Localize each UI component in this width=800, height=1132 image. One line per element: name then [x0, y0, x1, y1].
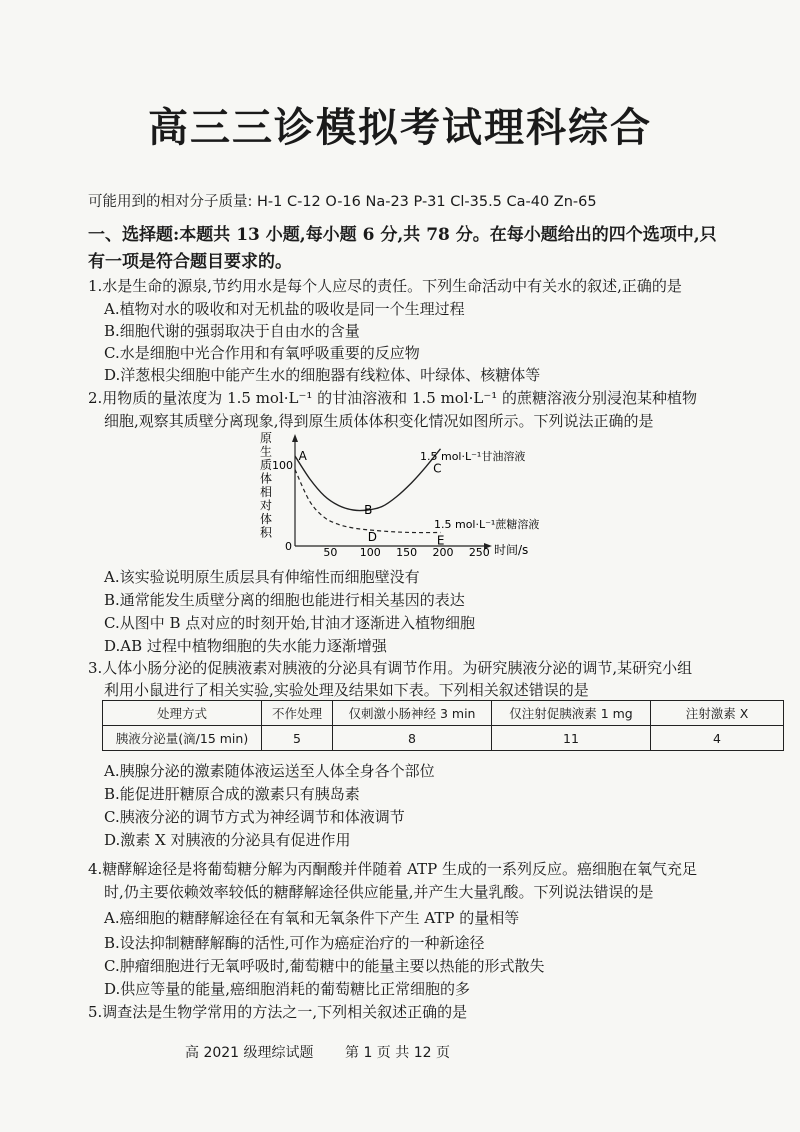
y-axis-label-char: 相	[260, 485, 273, 499]
x-tick-label: 100	[359, 546, 381, 559]
table-cell: 4	[651, 726, 784, 751]
point-label-c: C	[433, 461, 442, 476]
q1-stem: 1.水是生命的源泉,节约用水是每个人应尽的责任。下列生命活动中有关水的叙述,正确的是	[88, 277, 682, 295]
table-header-cell: 不作处理	[262, 701, 333, 726]
q1-option-c: C.水是细胞中光合作用和有氧呼吸重要的反应物	[104, 344, 420, 362]
series-sucrose-line	[295, 470, 441, 533]
point-label-e: E	[436, 533, 445, 548]
table-cell: 5	[262, 726, 333, 751]
section-heading-line-1: 一、选择题:本题共 13 小题,每小题 6 分,共 78 分。在每小题给出的四个选项中,只	[88, 225, 717, 245]
x-tick-label: 200	[432, 546, 454, 559]
q3-stem-line-1: 3.人体小肠分泌的促胰液素对胰液的分泌具有调节作用。为研究胰液分泌的调节,某研究小组	[88, 659, 693, 677]
table-cell: 11	[492, 726, 651, 751]
q2-stem-line-2: 细胞,观察其质壁分离现象,得到原生质体体积变化情况如图所示。下列说法正确的是	[104, 412, 654, 430]
series-glycerol-line	[295, 449, 441, 511]
q2-stem-line-1: 2.用物质的量浓度为 1.5 mol·L⁻¹ 的甘油溶液和 1.5 mol·L⁻¹ 的蔗糖溶液分别浸泡某种植物	[88, 389, 698, 407]
q4-option-b: B.设法抑制糖酵解酶的活性,可作为癌症治疗的一种新途径	[104, 934, 485, 952]
table-header-cell: 仅注射促胰液素 1 mg	[492, 701, 651, 726]
table-header-row	[103, 701, 784, 726]
section-heading	[88, 222, 788, 276]
x-ticks	[323, 546, 489, 559]
q3-option-d: D.激素 X 对胰液的分泌具有促进作用	[104, 831, 351, 849]
x-tick-origin-label: 0	[285, 540, 292, 553]
y-axis-label-char: 原	[260, 431, 273, 445]
x-axis-label: 时间/s	[494, 543, 529, 557]
point-label-b: B	[364, 503, 373, 517]
table-header-cell: 注射激素 X	[651, 701, 784, 726]
q4-option-a: A.癌细胞的糖酵解途径在有氧和无氧条件下产生 ATP 的量相等	[104, 909, 520, 927]
table-row-label: 胰液分泌量(滴/15 min)	[103, 726, 262, 751]
y-axis-label-char: 积	[260, 525, 273, 540]
series-glycerol-label: 1.5 mol·L⁻¹甘油溶液	[420, 450, 526, 463]
q3-stem-line-2: 利用小鼠进行了相关实验,实验处理及结果如下表。下列相关叙述错误的是	[104, 681, 589, 699]
x-tick-label: 250	[468, 546, 490, 559]
q3-table	[102, 700, 784, 751]
x-tick-label: 50	[323, 546, 338, 559]
section-heading-line-2: 有一项是符合题目要求的。	[88, 252, 292, 272]
point-label-d: D	[367, 530, 377, 544]
q3-option-b: B.能促进肝糖原合成的激素只有胰岛素	[104, 785, 360, 803]
y-axis-arrow	[292, 434, 298, 442]
x-tick-label: 150	[396, 546, 418, 559]
q2-option-d: D.AB 过程中植物细胞的失水能力逐渐增强	[104, 637, 387, 655]
y-axis-label-char: 体	[260, 512, 273, 526]
q4-stem-line-1: 4.糖酵解途径是将葡萄糖分解为丙酮酸并伴随着 ATP 生成的一系列反应。癌细胞在氧气充足	[88, 860, 697, 878]
relative-masses: 可能用到的相对分子质量: H-1 C-12 O-16 Na-23 P-31 Cl-35.5 Ca-40 Zn-65	[88, 194, 597, 210]
table-cell: 8	[333, 726, 492, 751]
page-title: 高三三诊模拟考试理科综合	[148, 104, 652, 151]
q3-option-c: C.胰液分泌的调节方式为神经调节和体液调节	[104, 808, 405, 826]
footer-page-number: 第 1 页 共 12 页	[345, 1045, 450, 1061]
q3-option-a: A.胰腺分泌的激素随体液运送至人体全身各个部位	[104, 762, 435, 780]
q1-option-b: B.细胞代谢的强弱取决于自由水的含量	[104, 322, 360, 340]
q4-option-c: C.肿瘤细胞进行无氧呼吸时,葡萄糖中的能量主要以热能的形式散失	[104, 957, 545, 975]
y-axis-label-char: 体	[260, 471, 273, 486]
y-axis-label-char: 对	[260, 498, 273, 513]
point-label-a: A	[298, 449, 307, 463]
y-axis-label	[260, 431, 273, 540]
q2-option-c: C.从图中 B 点对应的时刻开始,甘油才逐渐进入植物细胞	[104, 614, 476, 632]
q1-option-a: A.植物对水的吸收和对无机盐的吸收是同一个生理过程	[104, 300, 465, 318]
series-sucrose-label: 1.5 mol·L⁻¹蔗糖溶液	[434, 518, 540, 531]
table-header-cell: 处理方式	[103, 701, 262, 726]
q4-option-d: D.供应等量的能量,癌细胞消耗的葡萄糖比正常细胞的多	[104, 980, 471, 998]
footer-exam-name: 高 2021 级理综试题	[185, 1045, 314, 1061]
q1-option-d: D.洋葱根尖细胞中能产生水的细胞器有线粒体、叶绿体、核糖体等	[104, 366, 541, 384]
q2-chart	[250, 430, 580, 560]
table-row	[103, 726, 784, 751]
q2-option-a: A.该实验说明原生质层具有伸缩性而细胞壁没有	[104, 568, 420, 586]
y-axis-label-char: 质	[260, 458, 273, 472]
q2-option-b: B.通常能发生质壁分离的细胞也能进行相关基因的表达	[104, 591, 465, 609]
y-axis-label-char: 生	[260, 444, 273, 459]
q5-stem: 5.调查法是生物学常用的方法之一,下列相关叙述正确的是	[88, 1003, 468, 1021]
q4-stem-line-2: 时,仍主要依赖效率较低的糖酵解途径供应能量,并产生大量乳酸。下列说法错误的是	[104, 883, 654, 901]
y-tick-label: 100	[272, 459, 293, 472]
table-header-cell: 仅刺激小肠神经 3 min	[333, 701, 492, 726]
